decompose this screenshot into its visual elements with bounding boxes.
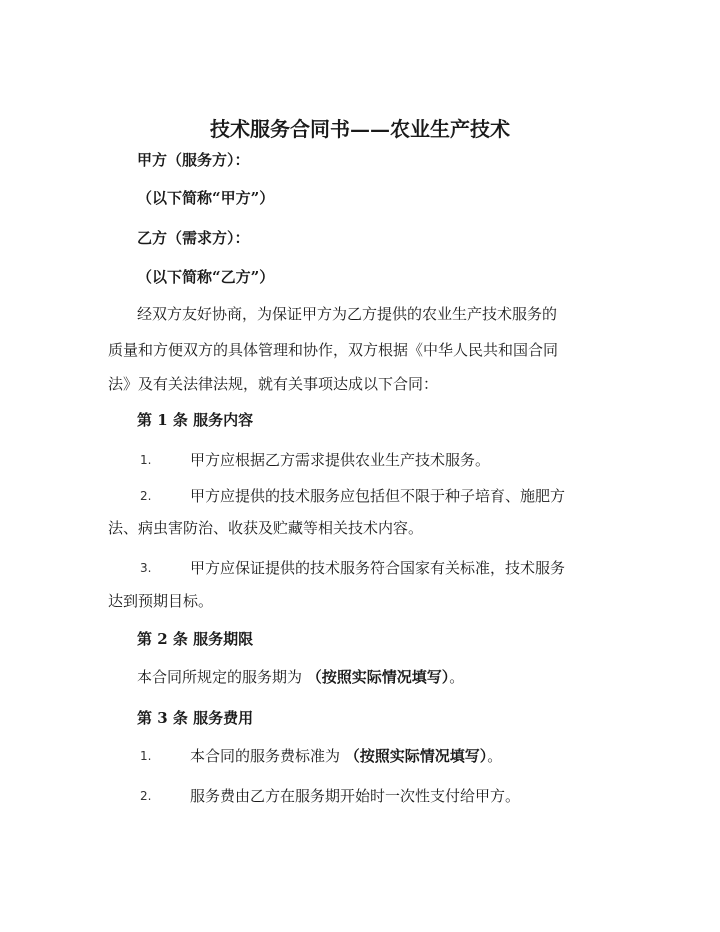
- article-1-item-3-text-line-1: 甲方应保证提供的技术服务符合国家有关标准，技术服务: [190, 559, 566, 577]
- article-1-item-1-number: 1.: [140, 453, 152, 467]
- article-1-heading: 第 1 条 服务内容: [137, 411, 254, 429]
- article-3-item-1-number: 1.: [140, 749, 152, 763]
- article-3-item-1-prefix: 本合同的服务费标准为: [190, 747, 345, 765]
- article-1-item-2-number: 2.: [140, 489, 152, 503]
- intro-line-1: 经双方友好协商，为保证甲方为乙方提供的农业生产技术服务的: [137, 305, 558, 323]
- article-2-text-suffix: 。: [449, 668, 465, 686]
- article-2-fill-placeholder: （按照实际情况填写）: [306, 668, 450, 686]
- party-a-label: 甲方（服务方）：: [137, 151, 250, 169]
- article-3-item-2-number: 2.: [140, 789, 152, 803]
- article-2-heading: 第 2 条 服务期限: [137, 630, 254, 648]
- intro-line-2: 质量和方便双方的具体管理和协作，双方根据《中华人民共和国合同: [108, 341, 559, 359]
- article-2-text: [137, 667, 464, 687]
- article-3-item-2-text: 服务费由乙方在服务期开始时一次性支付给甲方。: [190, 787, 521, 805]
- article-3-heading: 第 3 条 服务费用: [137, 709, 254, 727]
- document-title: 技术服务合同书——农业生产技术: [210, 117, 510, 141]
- party-b-short-name: （以下简称“乙方”）: [137, 268, 275, 286]
- party-a-short-name: （以下简称“甲方”）: [137, 189, 275, 207]
- article-1-item-2-text-line-1: 甲方应提供的技术服务应包括但不限于种子培育、施肥方: [190, 487, 566, 505]
- intro-line-3: 法》及有关法律法规，就有关事项达成以下合同：: [108, 375, 439, 393]
- article-1-item-1-text: 甲方应根据乙方需求提供农业生产技术服务。: [190, 451, 491, 469]
- article-3-item-1-fill-placeholder: （按照实际情况填写）: [344, 747, 488, 765]
- article-3-item-1-text: [190, 746, 502, 766]
- article-1-item-3-number: 3.: [140, 561, 152, 575]
- article-1-item-3-text-line-2: 达到预期目标。: [108, 592, 214, 610]
- article-2-text-prefix: 本合同所规定的服务期为: [137, 668, 307, 686]
- party-b-label: 乙方（需求方）：: [137, 229, 250, 247]
- article-3-item-1-suffix: 。: [487, 747, 503, 765]
- article-1-item-2-text-line-2: 法、病虫害防治、收获及贮藏等相关技术内容。: [108, 519, 424, 537]
